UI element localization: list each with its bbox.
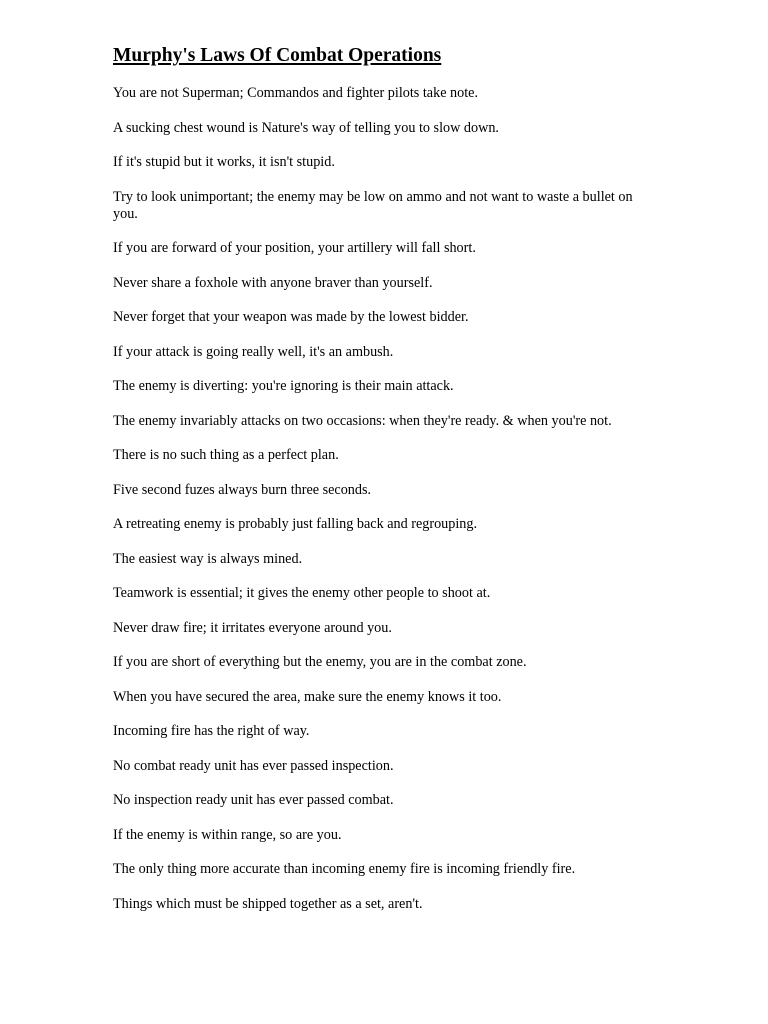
document-title: Murphy's Laws Of Combat Operations — [113, 45, 442, 66]
law-item: If the enemy is within range, so are you. — [113, 826, 342, 843]
law-item: Never share a foxhole with anyone braver than yourself. — [113, 274, 433, 291]
law-item: When you have secured the area, make sure the enemy knows it too. — [113, 688, 502, 705]
law-item: If it's stupid but it works, it isn't stupid. — [113, 154, 335, 170]
law-item: You are not Superman; Commandos and fighter pilots take note. — [113, 85, 479, 101]
law-item: The only thing more accurate than incoming enemy fire is incoming friendly fire. — [113, 861, 576, 877]
law-item: A retreating enemy is probably just falling back and regrouping. — [113, 516, 478, 532]
law-item: Things which must be shipped together as a set, aren't. — [113, 895, 423, 912]
law-item: Try to look unimportant; the enemy may be low on ammo and not want to waste a bullet on you. — [113, 188, 633, 222]
law-item: If you are forward of your position, your artillery will fall short. — [113, 240, 476, 256]
law-item: Teamwork is essential; it gives the enemy other people to shoot at. — [113, 585, 491, 601]
law-item: No combat ready unit has ever passed inspection. — [113, 757, 394, 774]
law-item: Never forget that your weapon was made by the lowest bidder. — [113, 309, 469, 325]
law-item: Incoming fire has the right of way. — [113, 723, 310, 739]
law-item: If your attack is going really well, it's an ambush. — [113, 343, 394, 360]
law-item: The easiest way is always mined. — [113, 550, 303, 567]
law-item: No inspection ready unit has ever passed combat. — [113, 792, 394, 808]
law-item: The enemy is diverting: you're ignoring is their main attack. — [113, 378, 454, 394]
law-item: Five second fuzes always burn three seconds. — [113, 481, 372, 498]
law-item: If you are short of everything but the enemy, you are in the combat zone. — [113, 654, 527, 670]
law-item: There is no such thing as a perfect plan. — [113, 447, 339, 463]
law-item: Never draw fire; it irritates everyone around you. — [113, 619, 392, 636]
law-item: A sucking chest wound is Nature's way of telling you to slow down. — [113, 119, 499, 136]
laws-list — [113, 85, 658, 930]
law-item: The enemy invariably attacks on two occasions: when they're ready. & when you're not. — [113, 412, 612, 429]
